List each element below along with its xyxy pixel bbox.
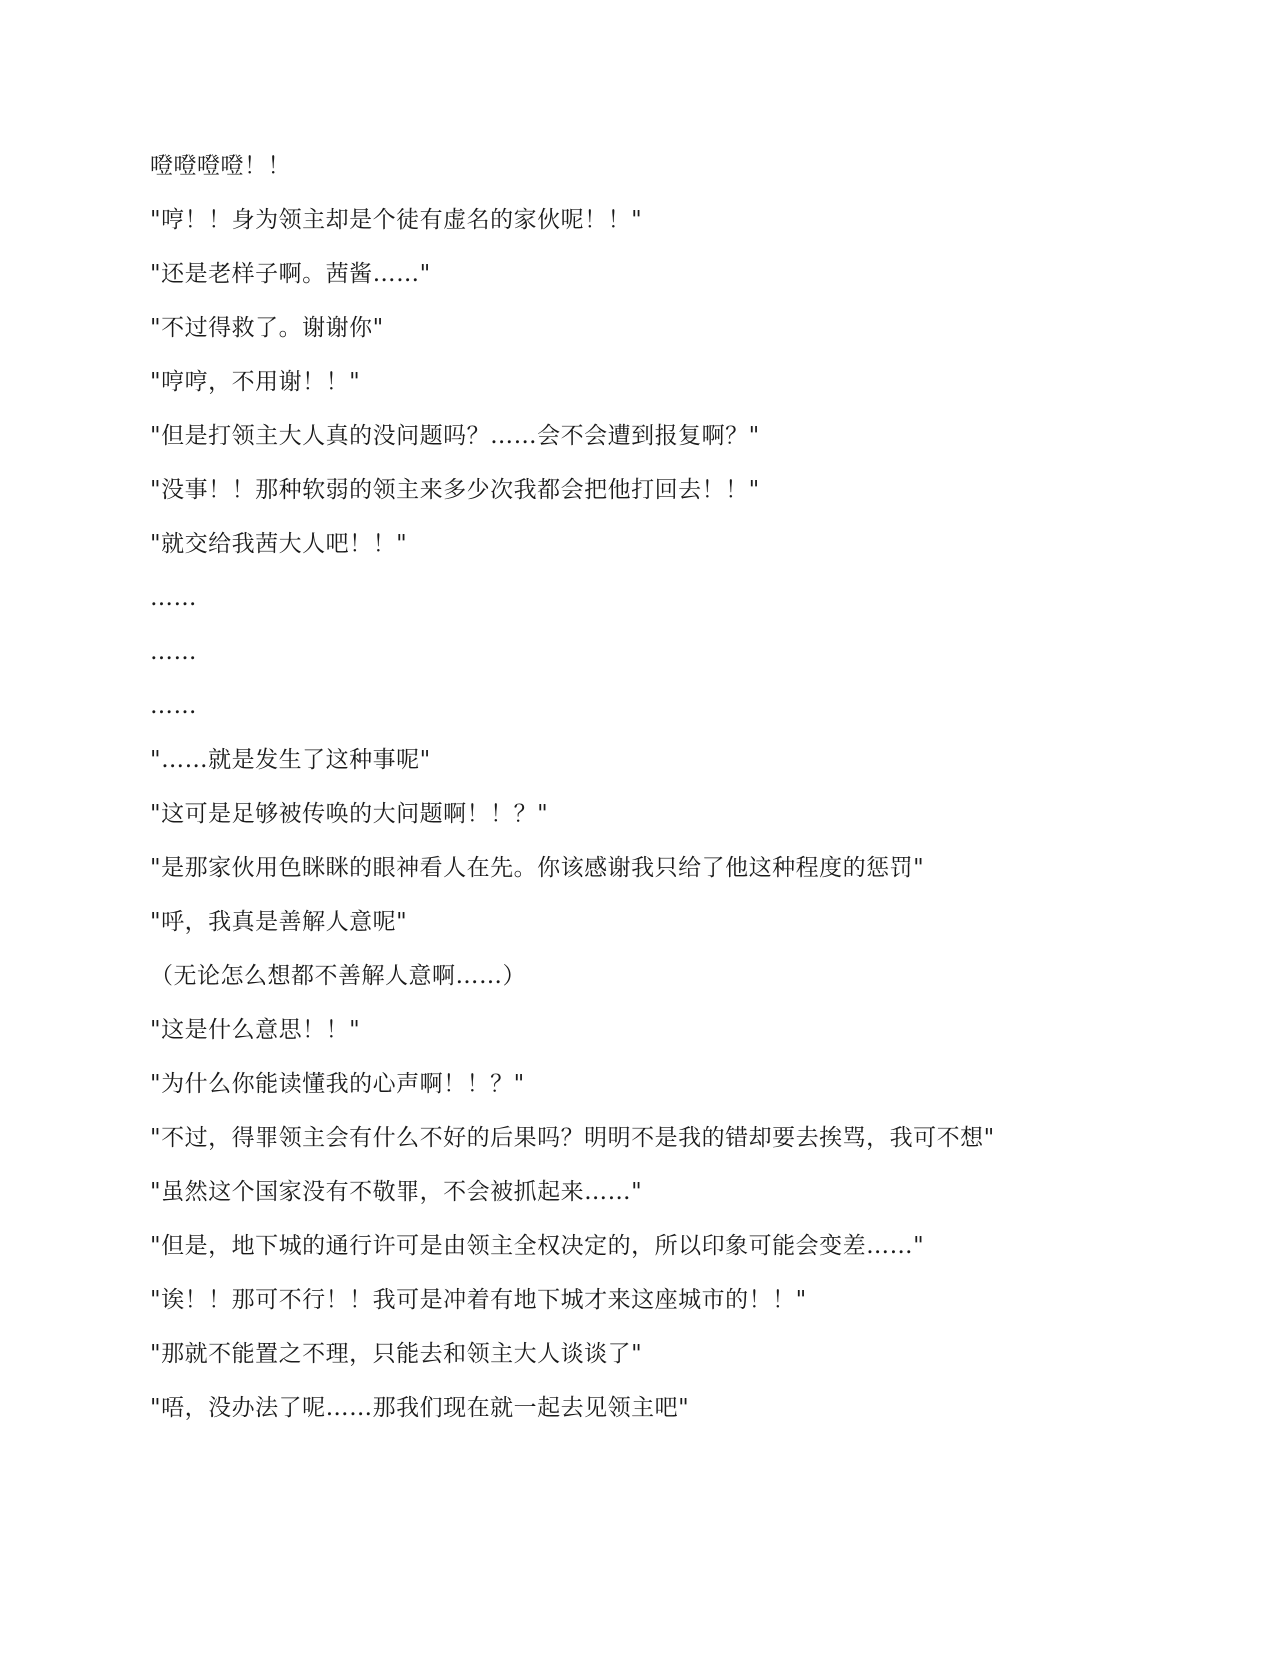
ellipsis-line: …… xyxy=(150,693,197,719)
text-line: "哼！！身为领主却是个徒有虚名的家伙呢！！" xyxy=(150,207,643,233)
document-body xyxy=(150,139,1150,1435)
text-line: "这是什么意思！！" xyxy=(150,1017,361,1043)
text-line: "虽然这个国家没有不敬罪，不会被抓起来……" xyxy=(150,1179,643,1205)
text-line: "这可是足够被传唤的大问题啊！！？" xyxy=(150,801,549,827)
text-line: 噔噔噔噔！！ xyxy=(150,153,291,179)
text-line: "不过，得罪领主会有什么不好的后果吗？明明不是我的错却要去挨骂，我可不想" xyxy=(150,1125,995,1151)
text-line: "唔，没办法了呢……那我们现在就一起去见领主吧" xyxy=(150,1395,690,1421)
text-line: "但是，地下城的通行许可是由领主全权决定的，所以印象可能会变差……" xyxy=(150,1233,925,1259)
ellipsis-line: …… xyxy=(150,585,197,611)
text-line: "诶！！那可不行！！我可是冲着有地下城才来这座城市的！！" xyxy=(150,1287,807,1313)
text-line: "那就不能置之不理，只能去和领主大人谈谈了" xyxy=(150,1341,643,1367)
text-line: "没事！！那种软弱的领主来多少次我都会把他打回去！！" xyxy=(150,477,760,503)
text-line: "为什么你能读懂我的心声啊！！？" xyxy=(150,1071,525,1097)
ellipsis-line: …… xyxy=(150,639,197,665)
text-line: "……就是发生了这种事呢" xyxy=(150,747,431,773)
text-line: "哼哼，不用谢！！" xyxy=(150,369,361,395)
text-line: "呼，我真是善解人意呢" xyxy=(150,909,408,935)
text-line: "就交给我茜大人吧！！" xyxy=(150,531,408,557)
text-line: （无论怎么想都不善解人意啊……） xyxy=(150,963,526,989)
text-line: "不过得救了。谢谢你" xyxy=(150,315,384,341)
text-line: "是那家伙用色眯眯的眼神看人在先。你该感谢我只给了他这种程度的惩罚" xyxy=(150,855,925,881)
text-line: "还是老样子啊。茜酱……" xyxy=(150,261,431,287)
text-line: "但是打领主大人真的没问题吗？……会不会遭到报复啊？" xyxy=(150,423,760,449)
